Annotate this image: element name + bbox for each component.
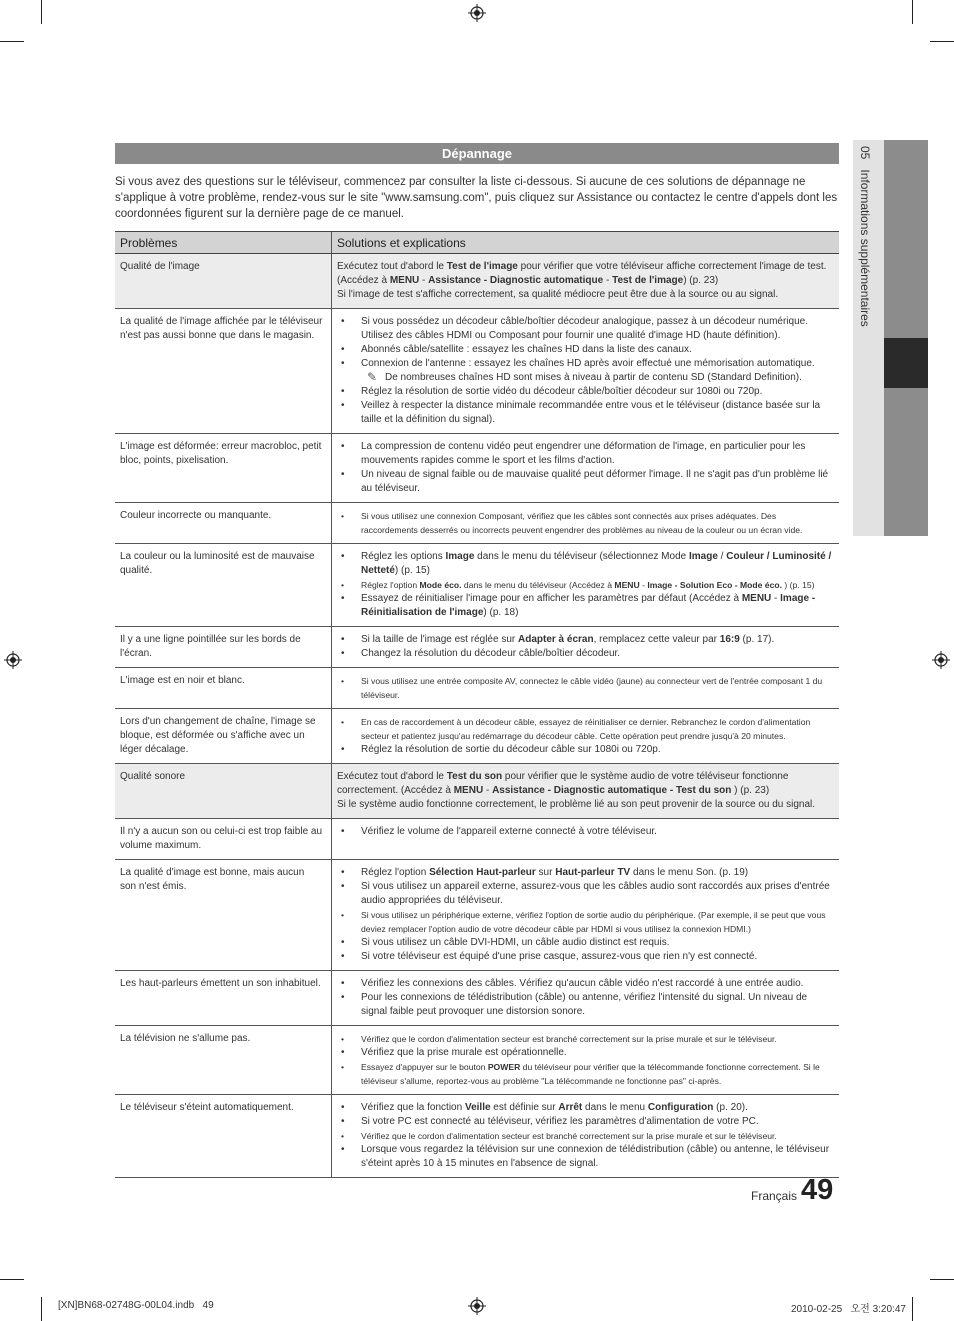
problem-cell: Lors d'un changement de chaîne, l'image se bloque, est déformée ou s'affiche avec un léger décalage.: [115, 709, 332, 764]
solution-list: [337, 633, 834, 661]
solution-list: [337, 674, 834, 702]
list-item: • Si vous possédez un décodeur câble/boîtier décodeur analogique, passez à un décodeur numérique. Utilisez des câbles HDMI ou Composant pour fournir une qualité d'image HD (haute définition).: [337, 315, 834, 343]
problem-cell: La qualité de l'image affichée par le téléviseur n'est pas aussi bonne que dans le magasin.: [115, 309, 332, 434]
table-row: [115, 819, 839, 860]
header-problems: Problèmes: [115, 232, 332, 254]
problem-cell: La qualité d'image est bonne, mais aucun son n'est émis.: [115, 860, 332, 971]
list-item: • Essayez de réinitialiser l'image pour en afficher les paramètres par défaut (Accédez à MENU - Image - Réinitialisation de l'image) (p. 18): [337, 592, 834, 620]
list-item: • Vérifiez le volume de l'appareil externe connecté à votre téléviseur.: [337, 825, 834, 839]
list-item: • Vérifiez les connexions des câbles. Vérifiez qu'aucun câble vidéo n'est raccordé à une entrée audio.: [337, 977, 834, 991]
solution-list: [337, 715, 834, 757]
list-item: • Réglez les options Image dans le menu du téléviseur (sélectionnez Mode Image / Couleur / Luminosité / Netteté) (p. 15): [337, 550, 834, 578]
list-item: • Si vous utilisez un appareil externe, assurez-vous que les câbles audio sont raccordés aux prises d'entrée audio appropriées du téléviseur.: [337, 880, 834, 908]
list-item: • Réglez la résolution de sortie vidéo du décodeur câble/boîtier décodeur sur 1080i ou 720p.: [337, 385, 834, 399]
crop-mark: [41, 0, 42, 24]
table-row: [115, 309, 839, 434]
solution-cell: [332, 819, 840, 860]
list-item: • Pour les connexions de télédistribution (câble) ou antenne, vérifiez l'intensité du signal. Un niveau de signal faible peut provoquer une distorsion sonore.: [337, 991, 834, 1019]
list-item: • Abonnés câble/satellite : essayez les chaînes HD dans la liste des canaux.: [337, 343, 834, 357]
note-text: ✎ De nombreuses chaînes HD sont mises à niveau à partir de contenu SD (Standard Definition).: [367, 370, 802, 384]
list-item: • Essayez d'appuyer sur le bouton POWER du téléviseur pour vérifier que la télécommande fonctionne correctement. Si le téléviseur s'allume, reportez-vous au problème "La télécommande ne fonctionne pas" ci-après.: [337, 1060, 834, 1088]
problem-cell: L'image est déformée: erreur macrobloc, petit bloc, points, pixelisation.: [115, 434, 332, 503]
problem-cell: Le téléviseur s'éteint automatiquement.: [115, 1095, 332, 1178]
solution-list: [337, 825, 834, 839]
list-item: • Changez la résolution du décodeur câble/boîtier décodeur.: [337, 647, 834, 661]
problem-cell: L'image est en noir et blanc.: [115, 668, 332, 709]
problem-cell: Les haut-parleurs émettent un son inhabituel.: [115, 971, 332, 1026]
table-row: [115, 709, 839, 764]
section-title: Dépannage: [115, 143, 839, 164]
solution-cell: [332, 309, 840, 434]
registration-mark-icon: [468, 4, 486, 22]
solution-cell: Exécutez tout d'abord le Test du son pour vérifier que le système audio de votre téléviseur fonctionne correctement. (Accédez à MENU - Assistance - Diagnostic automatique - Test du son ) (p. 23) Si le système audio fonctionne correctement, le problème lié au son peut provenir de la source ou du signal.: [332, 764, 840, 819]
list-item: • La compression de contenu vidéo peut engendrer une déformation de l'image, en particulier pour les mouvements rapides comme le sport et les films d'action.: [337, 440, 834, 468]
list-item: • Vérifiez que le cordon d'alimentation secteur est branché correctement sur la prise murale et sur le téléviseur.: [337, 1129, 834, 1143]
problem-cell: Couleur incorrecte ou manquante.: [115, 503, 332, 544]
solution-cell: [332, 971, 840, 1026]
list-item: • En cas de raccordement à un décodeur câble, essayez de réinitialiser ce dernier. Rebranchez le cordon d'alimentation secteur et patientez jusqu'au redémarrage du décodeur câble. Cette opération peut prendre jusqu'à 20 minutes.: [337, 715, 834, 743]
table-row: [115, 627, 839, 668]
list-item: • Si votre PC est connecté au téléviseur, vérifiez les paramètres d'alimentation de votre PC.: [337, 1115, 834, 1129]
chapter-tab-label: [858, 146, 872, 327]
solution-list: [337, 315, 834, 427]
solution-list: [337, 550, 834, 620]
list-item: • Si vous utilisez un périphérique externe, vérifiez l'option de sortie audio du périphérique. (Par exemple, il se peut que vous deviez remplacer l'option audio de votre décodeur câble par HDMI si vous utilisez la connexion HDMI.): [337, 908, 834, 936]
registration-mark-icon: [932, 651, 950, 669]
solution-cell: [332, 1026, 840, 1095]
solution-cell: [332, 627, 840, 668]
solution-list: [337, 1101, 834, 1171]
table-row: [115, 764, 839, 819]
registration-mark-icon: [468, 1297, 486, 1315]
registration-mark-icon: [4, 651, 22, 669]
list-item: • Si la taille de l'image est réglée sur Adapter à écran, remplacez cette valeur par 16:9 (p. 17).: [337, 633, 834, 647]
list-item: • Vérifiez que la fonction Veille est définie sur Arrêt dans le menu Configuration (p. 20).: [337, 1101, 834, 1115]
solution-cell: [332, 668, 840, 709]
page-number: 49: [801, 1174, 834, 1206]
list-item: • Si vous utilisez un câble DVI-HDMI, un câble audio distinct est requis.: [337, 936, 834, 950]
pencil-note-icon: ✎: [367, 370, 378, 384]
problem-cell: Il y a une ligne pointillée sur les bords de l'écran.: [115, 627, 332, 668]
list-item: • Vérifiez que la prise murale est opérationnelle.: [337, 1046, 834, 1060]
list-item: • Veillez à respecter la distance minimale recommandée entre vous et le téléviseur (distance basée sur la taille et la définition du signal).: [337, 399, 834, 427]
problem-cell: Il n'y a aucun son ou celui-ci est trop faible au volume maximum.: [115, 819, 332, 860]
solution-cell: [332, 860, 840, 971]
table-row: [115, 1095, 839, 1178]
table-row: [115, 434, 839, 503]
problem-cell: Qualité sonore: [115, 764, 332, 819]
list-item: • Réglez l'option Sélection Haut-parleur sur Haut-parleur TV dans le menu Son. (p. 19): [337, 866, 834, 880]
problem-cell: Qualité de l'image: [115, 254, 332, 309]
problem-cell: La télévision ne s'allume pas.: [115, 1026, 332, 1095]
list-item: • Réglez l'option Mode éco. dans le menu du téléviseur (Accédez à MENU - Image - Solution Eco - Mode éco. ) (p. 15): [337, 578, 834, 592]
list-item: • Connexion de l'antenne : essayez les chaînes HD après avoir effectué une mémorisation automatique.: [337, 357, 834, 371]
chapter-title: Informations supplémentaires: [858, 169, 872, 327]
list-item: • Réglez la résolution de sortie du décodeur câble sur 1080i ou 720p.: [337, 743, 834, 757]
table-row: [115, 668, 839, 709]
list-item: • Si vous utilisez une entrée composite AV, connectez le câble vidéo (jaune) au connecteur vert de l'entrée composant 1 du téléviseur.: [337, 674, 834, 702]
solution-cell: [332, 503, 840, 544]
troubleshooting-table: [115, 231, 839, 1178]
crop-mark: [912, 1297, 913, 1321]
solution-list: [337, 977, 834, 1019]
problem-cell: La couleur ou la luminosité est de mauvaise qualité.: [115, 544, 332, 627]
table-row: [115, 254, 839, 309]
table-row: [115, 971, 839, 1026]
table-row: [115, 544, 839, 627]
solution-list: [337, 1032, 834, 1088]
list-item: • Si vous utilisez une connexion Composant, vérifiez que les câbles sont connectés aux prises adéquates. Des raccordements desserrés ou incorrects peuvent engendrer des problèmes au niveau de la couleur ou un écran vide.: [337, 509, 834, 537]
table-row: [115, 860, 839, 971]
chapter-tab-marker: [884, 338, 928, 388]
crop-mark: [912, 0, 913, 24]
language-label: Français: [751, 1189, 798, 1203]
table-header-row: [115, 232, 839, 254]
crop-mark: [41, 1297, 42, 1321]
chapter-number: 05: [858, 146, 872, 160]
solution-cell: [332, 434, 840, 503]
crop-mark: [930, 1279, 954, 1280]
crop-mark: [0, 1279, 24, 1280]
list-item: • Un niveau de signal faible ou de mauvaise qualité peut déformer l'image. Il ne s'agit pas d'un problème lié au téléviseur.: [337, 468, 834, 496]
print-file-info: [XN]BN68-02748G-00L04.indb 49: [58, 1300, 214, 1311]
list-item: • Vérifiez que le cordon d'alimentation secteur est branché correctement sur la prise murale et sur le téléviseur.: [337, 1032, 834, 1046]
crop-mark: [0, 41, 24, 42]
solution-cell: Exécutez tout d'abord le Test de l'image pour vérifier que votre téléviseur affiche correctement l'image de test. (Accédez à MENU - Assistance - Diagnostic automatique - Test de l'image) (p. 23) Si l'image de test s'affiche correctement, sa qualité médiocre peut être due à la source ou au signal.: [332, 254, 840, 309]
header-solutions: Solutions et explications: [332, 232, 840, 254]
crop-mark: [930, 41, 954, 42]
solution-cell: [332, 709, 840, 764]
solution-cell: [332, 544, 840, 627]
solution-cell: [332, 1095, 840, 1178]
list-item: • Lorsque vous regardez la télévision sur une connexion de télédistribution (câble) ou antenne, le téléviseur s'éteint après 10 à 15 minutes en l'absence de signal.: [337, 1143, 834, 1171]
solution-list: [337, 509, 834, 537]
table-row: [115, 1026, 839, 1095]
solution-list: [337, 866, 834, 964]
print-timestamp: 2010-02-25 오전 3:20:47: [791, 1304, 906, 1315]
list-item: • Si votre téléviseur est équipé d'une prise casque, assurez-vous que rien n'y est connecté.: [337, 950, 834, 964]
table-row: [115, 503, 839, 544]
solution-list: [337, 440, 834, 496]
intro-paragraph: Si vous avez des questions sur le téléviseur, commencez par consulter la liste ci-dessous. Si aucune de ces solutions de dépannage ne s'applique à votre problème, rendez-vous sur le site "www.samsung.com", puis cliquez sur Assistance ou contactez le centre d'appels dont les coordonnées figurent sur la dernière page de ce manuel.: [115, 176, 838, 220]
